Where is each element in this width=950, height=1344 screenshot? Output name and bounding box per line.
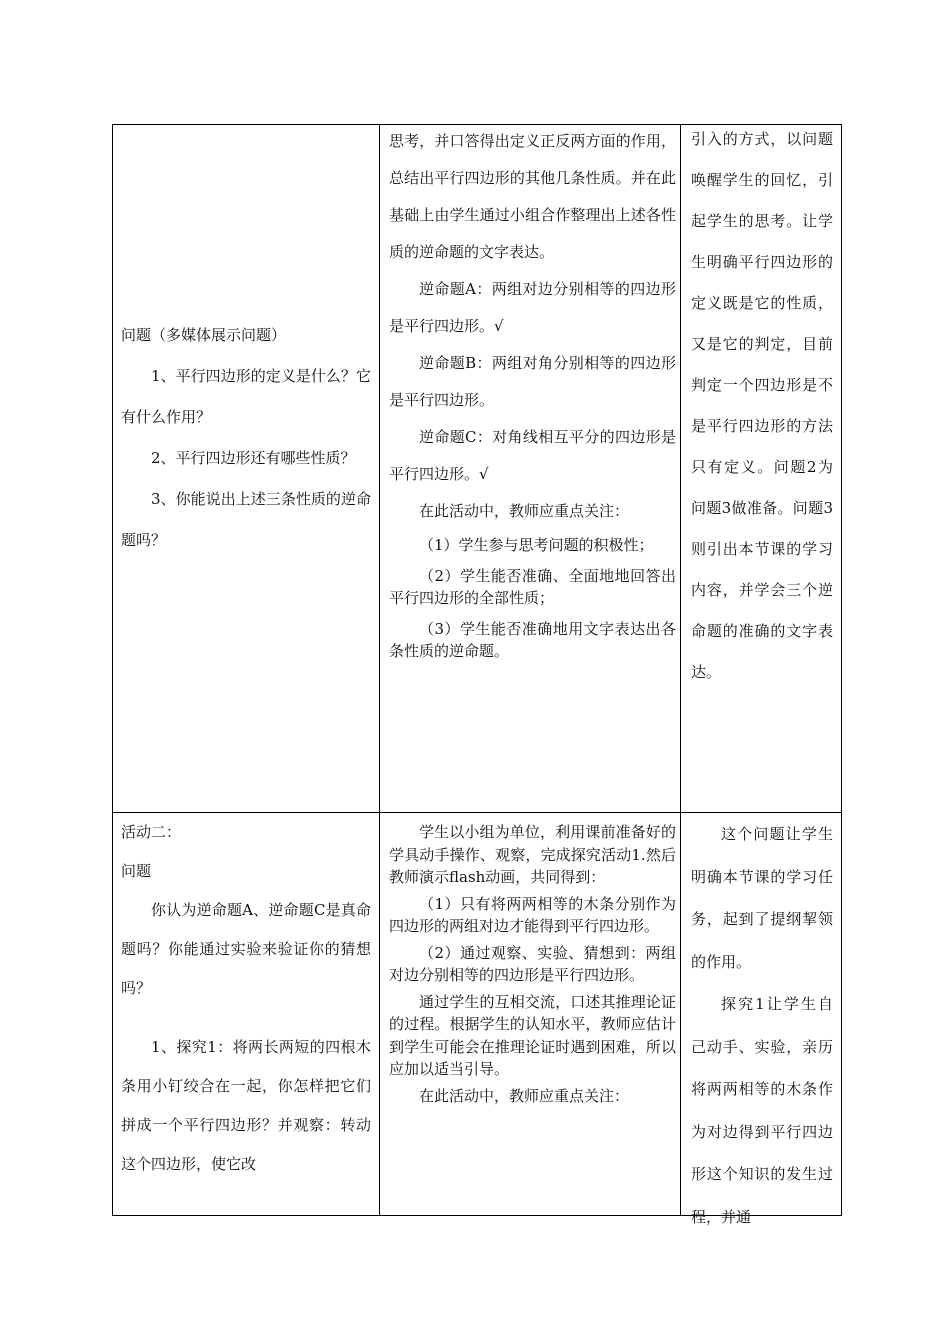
question-1: 1、平行四边形的定义是什么？它有什么作用？ — [121, 367, 371, 426]
design-intent-p1: 这个问题让学生明确本节课的学习任务，起到了提纲挈领的作用。 — [691, 825, 833, 971]
row1-design-intent-cell — [691, 119, 833, 693]
activity-two-title: 活动二： — [121, 823, 182, 841]
row1-student-activity-cell — [389, 123, 676, 663]
converse-c: 逆命题C：对角线相互平分的四边形是平行四边形。√ — [389, 428, 676, 483]
activity-intro: 思考，并口答得出定义正反两方面的作用，总结出平行四边形的其他几条性质。并在此基础上由学生通过小组合作整理出上述各性质的逆命题的文字表达。 — [389, 132, 676, 261]
column-divider-2 — [680, 125, 681, 1215]
teacher-focus: 在此活动中，教师应重点关注： — [419, 502, 630, 520]
teacher-focus-2: 在此活动中，教师应重点关注： — [419, 1086, 630, 1105]
problem-label: 问题 — [121, 862, 152, 880]
converse-a: 逆命题A：两组对边分别相等的四边形是平行四边形。√ — [389, 280, 676, 335]
result-2: （2）通过观察、实验、猜想到：两组对边分别相等的四边形是平行四边形。 — [389, 943, 676, 984]
row2-design-intent-cell — [691, 813, 833, 1238]
group-activity-intro: 学生以小组为单位，利用课前准备好的学具动手操作、观察，完成探究活动1.然后教师演示flash动画，共同得到： — [389, 823, 676, 886]
design-intent-p2: 探究1让学生自己动手、实验，亲历将两两相等的木条作为对边得到平行四边形这个知识的发生过程，并通 — [691, 995, 833, 1226]
question-3: 3、你能说出上述三条性质的逆命题吗？ — [121, 490, 371, 549]
result-1: （1）只有将两两相等的木条分别作为四边形的两组对边才能得到平行四边形。 — [389, 894, 676, 935]
row2-student-activity-cell — [389, 821, 676, 1107]
focus-item-2: （2）学生能否准确、全面地地回答出平行四边形的全部性质； — [389, 566, 676, 607]
row1-problem-cell — [121, 315, 371, 561]
row2-activity-cell — [121, 813, 371, 1184]
exchange-text: 通过学生的互相交流，口述其推理论证的过程。根据学生的认知水平，教师应估计到学生可能会在推理论证时遇到困难，所以应加以适当引导。 — [389, 992, 676, 1078]
question-2: 2、平行四边形还有哪些性质？ — [151, 449, 356, 467]
column-divider-1 — [379, 125, 380, 1215]
lesson-table — [112, 124, 842, 1226]
focus-item-3: （3）学生能否准确地用文字表达出各条性质的逆命题。 — [389, 619, 676, 660]
converse-b: 逆命题B：两组对角分别相等的四边形是平行四边形。 — [389, 354, 676, 409]
design-intent-text: 引入的方式，以问题唤醒学生的回忆，引起学生的思考。让学生明确平行四边形的定义既是它的性质，又是它的判定，目前判定一个四边形是不是平行四边形的方法只有定义。问题2为问题3做准备。问题3则引出本节课的学习内容，并学会三个逆命题的准确的文字表达。 — [691, 130, 833, 681]
focus-item-1: （1）学生参与思考问题的积极性； — [419, 536, 654, 554]
problem-title: 问题（多媒体展示问题） — [121, 326, 287, 344]
explore-1-text: 1、探究1：将两长两短的四根木条用小钉绞合在一起，你怎样把它们拼成一个平行四边形？并观察：转动这个四边形，使它改 — [121, 1038, 371, 1173]
activity-question: 你认为逆命题A、逆命题C是真命题吗？你能通过实验来验证你的猜想吗？ — [121, 901, 371, 997]
